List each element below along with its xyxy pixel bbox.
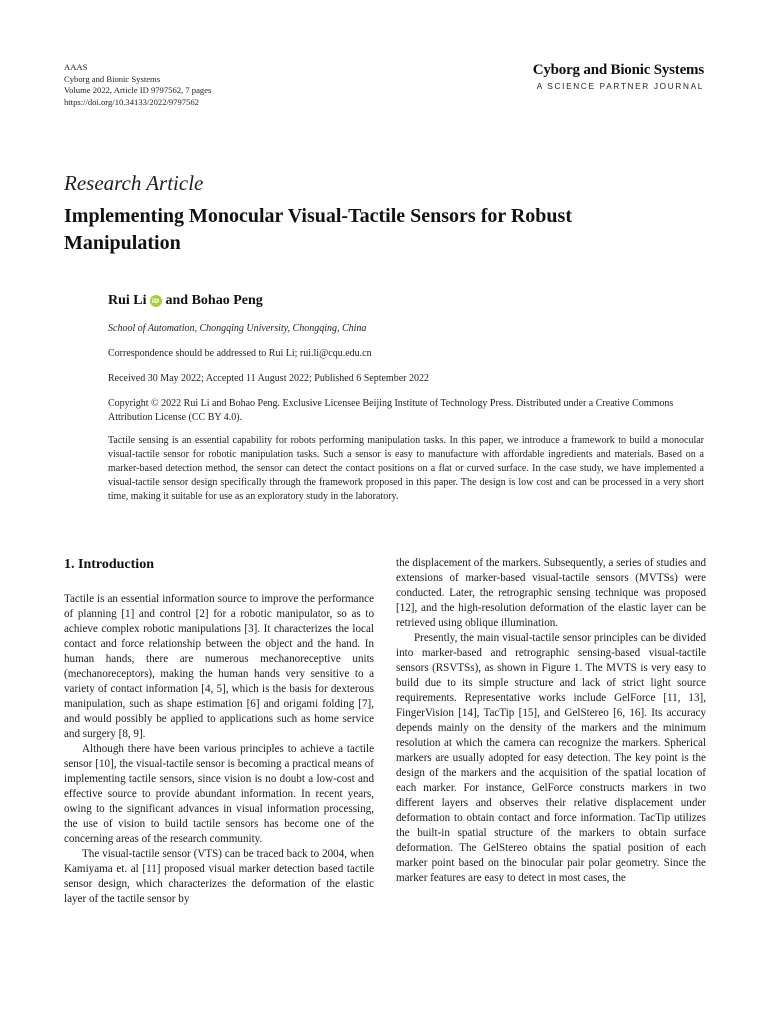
body-column-left (64, 556, 374, 907)
body-paragraph: The visual-tactile sensor (VTS) can be traced back to 2004, when Kamiyama et. al [11] proposed visual marker detection based tactile sensor design, which characterizes the deformation of the elastic layer of the tactile sensor by (64, 848, 374, 905)
body-paragraph: Presently, the main visual-tactile sensor principles can be divided into marker-based and retrographic sensing-based visual-tactile sensors (RSVTSs), as shown in Figure 1. The MVTS is very easy to build due to its simple structure and lack of strict light source requirements. Representative works include GelForce [11, 13], FingerVision [14], TacTip [15], and GelStereo [6, 16]. Its accuracy depends mainly on the density of the markers and the minimum resolution at which the camera can recognize the markers. Spherical markers are usually adopted for easy detection. The key point is the design of the markers and the acquisition of the spatial location of each marker. For instance, GelForce constructs markers in two different layers and observes their relative displacement under deformation to obtain contact and force information. TacTip utilizes the built-in spatial structure of the markers to obtain surface deformation. The GelStereo obtains the spatial position of each marker point based on the binocular pair polar geometry. Since the marker features are easy to detect in most cases, the (396, 632, 706, 884)
journal-logo (533, 62, 704, 91)
journal-line: Cyborg and Bionic Systems (64, 73, 161, 84)
affiliation: School of Automation, Chongqing University, Chongqing, China (108, 323, 367, 334)
body-paragraph: the displacement of the markers. Subsequently, a series of studies and extensions of marker-based visual-tactile sensors (MVTSs) were conducted. Later, the retrographic sensing technique was proposed [12], and the high-resolution deformation of the elastic layer can be retrieved using oblique illumination. (396, 557, 706, 629)
article-title: Implementing Monocular Visual-Tactile Sensors for Robust Manipulation (64, 205, 572, 254)
author-list (108, 293, 263, 309)
journal-subtitle: A SCIENCE PARTNER JOURNAL (536, 82, 704, 91)
author-name: Rui Li (108, 293, 147, 308)
journal-name: Cyborg and Bionic Systems (532, 62, 704, 78)
article-type: Research Article (64, 171, 204, 195)
author-name-secondary: and Bohao Peng (165, 293, 263, 308)
section-heading: 1. Introduction (64, 557, 154, 572)
body-column-right (396, 556, 706, 886)
article-metadata (64, 62, 211, 108)
publication-dates: Received 30 May 2022; Accepted 11 August 2022; Published 6 September 2022 (108, 373, 429, 384)
abstract: Tactile sensing is an essential capability for robots performing manipulation tasks. In this paper, we introduce a framework to build a monocular visual-tactile sensor for robotic manipulation tasks. Such a sensor is easy to manufacture with affordable ingredients and materials. Based on a marker-based detection method, the sensor can detect the contact positions on a flat or curved surface. In the case study, we have implemented a visual-tactile sensor design specifically through the framework proposed in this paper. The design is low cost and can be processed in a very short time, making it suitable for use as an exploratory study in the laboratory. (108, 435, 704, 502)
correspondence: Correspondence should be addressed to Rui Li; rui.li@cqu.edu.cn (108, 348, 372, 359)
publisher-label: AAAS (64, 62, 88, 72)
doi-link[interactable]: https://doi.org/10.34133/2022/9797562 (64, 96, 199, 107)
body-paragraph: Tactile is an essential information source to improve the performance of planning [1] and control [2] for a robotic manipulator, so as to achieve complex robotic manipulations [3]. It characterizes the local contact and force relationship between the object and the hand. In human hands, there are numerous mechanoreceptive units (mechanoreceptors), making the human hands very sensitive to a variety of contact information [4, 5], which is the basis for dexterous manipulation, such as shape estimation [6] and origami folding [7], and would possibly be applied to applications such as home service and surgery [8, 9]. (64, 593, 374, 740)
body-paragraph: Although there have been various principles to achieve a tactile sensor [10], the visual-tactile sensor is becoming a practical means of implementing tactile sensors, since vision is no doubt a low-cost and effective source to provide abundant information. In recent years, owing to the significant advances in visual information processing, the use of vision to build tactile sensors has become one of the concerning areas of the research community. (64, 743, 374, 845)
volume-line: Volume 2022, Article ID 9797562, 7 pages (64, 85, 212, 96)
copyright-notice: Copyright © 2022 Rui Li and Bohao Peng. Exclusive Licensee Beijing Institute of Technology Press. Distributed under a Creative Commons Attribution License (CC BY 4.0). (108, 398, 674, 423)
orcid-icon[interactable]: iD (150, 295, 162, 307)
